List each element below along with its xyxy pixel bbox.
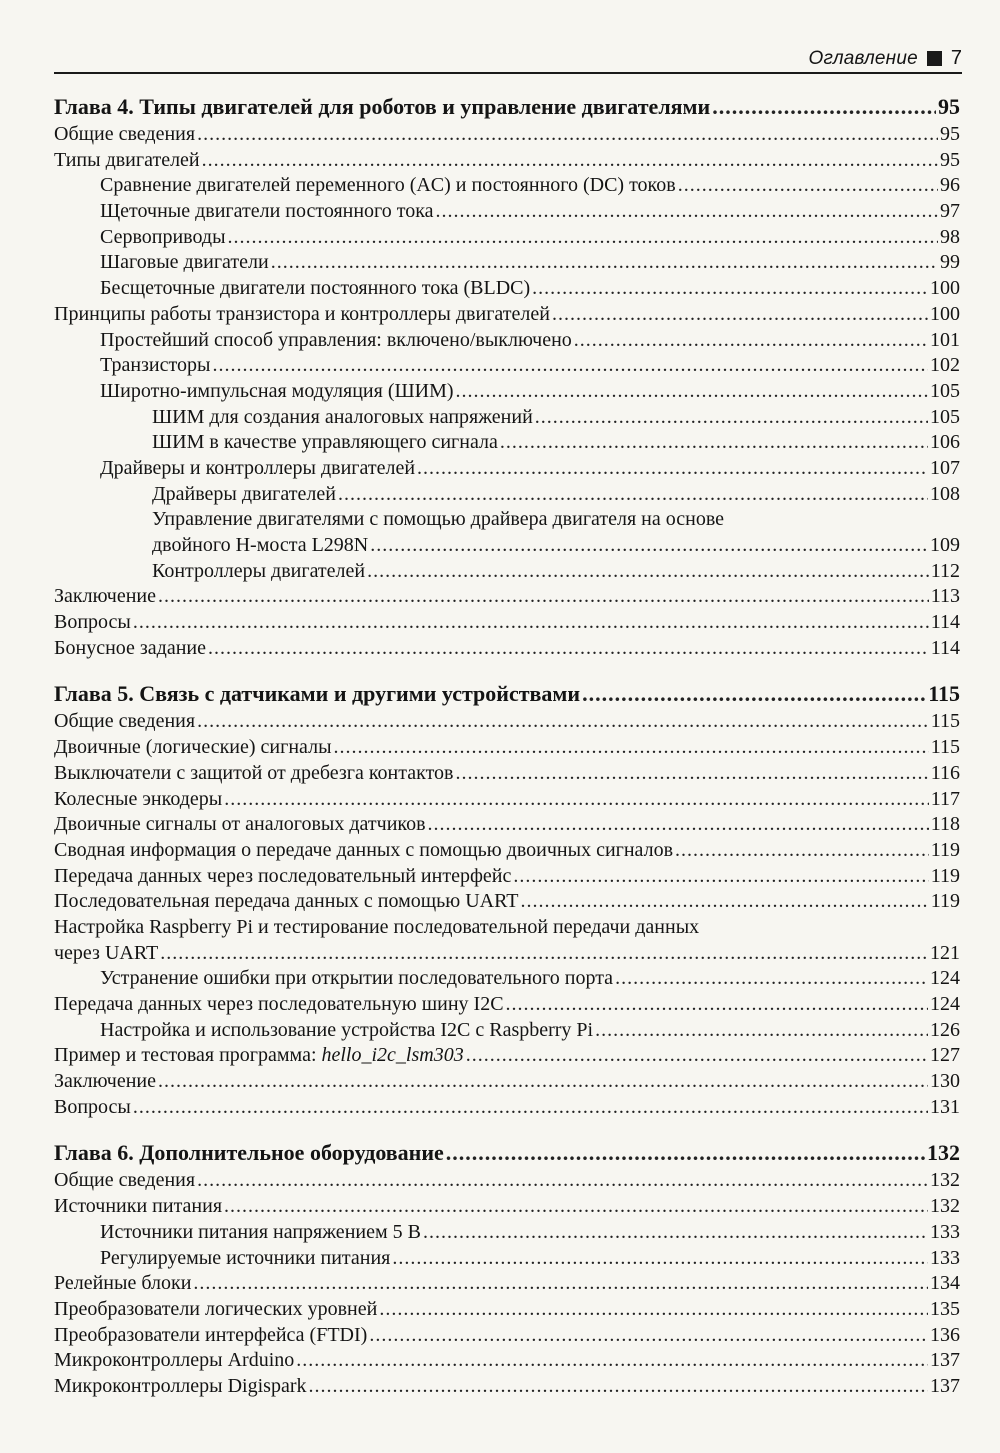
toc-entry: [54, 1194, 960, 1220]
chapter-heading: [54, 92, 960, 122]
leader-dots: [197, 122, 938, 148]
leader-dots: [500, 430, 928, 456]
entry-text: ШИМ для создания аналоговых напряжений: [152, 405, 533, 428]
entry-page: 119: [930, 838, 960, 861]
toc-entry: [54, 838, 960, 864]
entry-text: Двоичные (логические) сигналы: [54, 736, 332, 759]
entry-text: Настройка и использование устройства I2C с Raspberry Pi: [100, 1018, 594, 1041]
entry-page: 95: [940, 148, 960, 171]
toc-entry: [54, 1297, 960, 1323]
entry-page: 102: [930, 354, 960, 377]
entry-page: 117: [930, 787, 960, 810]
leader-dots: [197, 709, 929, 735]
entry-page: 95: [940, 123, 960, 145]
toc-entry: [54, 430, 960, 456]
entry-text: Заключение: [54, 1070, 156, 1093]
entry-text: Передача данных через последовательную шину I2C: [54, 993, 504, 1015]
toc-entry: [54, 1348, 960, 1374]
leader-dots: [423, 1220, 928, 1246]
entry-text: Сервоприводы: [100, 225, 226, 248]
leader-dots: [133, 610, 929, 636]
toc-entry: [54, 405, 960, 431]
header-square-ornament: [927, 51, 942, 66]
entry-text: Контроллеры двигателей: [152, 559, 366, 582]
leader-dots: [212, 353, 928, 379]
entry-text: Микроконтроллеры Arduino: [54, 1349, 295, 1372]
toc-entry: [54, 225, 960, 251]
toc-entry: [54, 1323, 960, 1349]
entry-page: 130: [930, 1070, 960, 1093]
toc-entry: [54, 482, 960, 508]
leader-dots: [446, 1138, 925, 1168]
entry-page: 101: [930, 328, 960, 351]
entry-text: Преобразователи логических уровней: [54, 1297, 378, 1320]
entry-page: 134: [930, 1272, 960, 1295]
chapter-page: 95: [938, 94, 960, 119]
header-title: Оглавление: [808, 48, 918, 69]
toc-entry: [54, 302, 960, 328]
toc-entry: [54, 735, 960, 761]
entry-page: 99: [940, 251, 960, 274]
entry-page: 96: [940, 174, 960, 197]
entry-text: Бонусное задание: [54, 636, 207, 659]
toc-entry: [54, 148, 960, 174]
entry-page: 114: [930, 611, 960, 634]
running-header: [54, 44, 962, 74]
toc-entry: [54, 812, 960, 838]
entry-page: 119: [930, 864, 960, 887]
entry-page: 118: [930, 813, 960, 836]
entry-text-continued: двойного H-моста L298N: [152, 534, 369, 556]
entry-text: Двоичные сигналы от аналоговых датчиков: [54, 813, 426, 836]
toc-entry: [54, 1220, 960, 1246]
toc-entry: [54, 353, 960, 379]
entry-page: 105: [930, 405, 960, 428]
toc-entry: [54, 456, 960, 482]
entry-page: 100: [930, 277, 960, 300]
entry-text: Регулируемые источники питания: [100, 1246, 391, 1269]
leader-dots: [712, 92, 936, 122]
toc-entry: [54, 122, 960, 148]
entry-page: 124: [930, 967, 960, 990]
leader-dots: [334, 735, 929, 761]
entry-page: 106: [930, 431, 960, 454]
leader-dots: [308, 1374, 928, 1400]
entry-text: Принципы работы транзистора и контроллеры двигателей: [54, 302, 550, 325]
toc-entry: [54, 610, 960, 636]
chapter-page: 132: [927, 1140, 960, 1166]
entry-page: 98: [940, 225, 960, 248]
toc-entry: [54, 584, 960, 610]
entry-page: 100: [930, 302, 960, 325]
leader-dots: [675, 838, 929, 864]
entry-page: 133: [930, 1220, 960, 1243]
entry-text-roman: Пример и тестовая программа:: [54, 1044, 322, 1067]
entry-page: 112: [930, 559, 960, 582]
leader-dots: [367, 559, 929, 585]
leader-dots: [456, 761, 929, 787]
entry-text: Источники питания: [54, 1195, 223, 1218]
chapter-title: Глава 4. Типы двигателей для роботов и управление двигателями: [54, 94, 711, 119]
entry-text: Заключение: [54, 585, 156, 608]
entry-page: 115: [930, 736, 960, 759]
entry-text: Транзисторы: [100, 354, 211, 377]
toc-entry: [54, 559, 960, 585]
entry-page: 136: [930, 1323, 960, 1346]
leader-dots: [202, 148, 938, 174]
entry-text: Передача данных через последовательный интерфейс: [54, 864, 512, 887]
toc-entry: [54, 1271, 960, 1297]
entry-page: 113: [930, 585, 960, 608]
toc-entry: [54, 966, 960, 992]
leader-dots: [160, 941, 928, 967]
leader-dots: [520, 889, 928, 915]
entry-page: 135: [930, 1297, 960, 1320]
leader-dots: [224, 1194, 928, 1220]
entry-text: Типы двигателей: [54, 148, 200, 171]
leader-dots: [228, 225, 938, 251]
toc-entry: [54, 864, 960, 890]
leader-dots: [338, 482, 928, 508]
toc-entry: [54, 992, 960, 1018]
chapter-5: [54, 679, 960, 1120]
chapter-heading: [54, 1138, 960, 1168]
entry-text: Сравнение двигателей переменного (AC) и постоянного (DC) токов: [100, 174, 676, 197]
leader-dots: [197, 1168, 928, 1194]
leader-dots: [436, 199, 938, 225]
leader-dots: [582, 679, 926, 709]
entry-text: Сводная информация о передаче данных с помощью двоичных сигналов: [54, 838, 674, 861]
toc-entry: [54, 276, 960, 302]
entry-text: Шаговые двигатели: [100, 251, 269, 274]
entry-text: Широтно-импульсная модуляция (ШИМ): [100, 379, 454, 402]
entry-page: 132: [930, 1195, 960, 1218]
entry-page: 131: [930, 1095, 960, 1118]
entry-text: Колесные энкодеры: [54, 787, 223, 810]
toc-entry: [54, 787, 960, 813]
toc-entry: [54, 1374, 960, 1400]
toc-entry: [54, 199, 960, 225]
entry-page: 114: [930, 636, 960, 659]
entry-text: Источники питания напряжением 5 В: [100, 1220, 421, 1243]
leader-dots: [513, 864, 928, 890]
entry-text: Общие сведения: [54, 123, 196, 145]
leader-dots: [271, 250, 938, 276]
toc-entry: [54, 250, 960, 276]
entry-text-continued: через UART: [54, 941, 159, 964]
entry-text: Микроконтроллеры Digispark: [54, 1374, 307, 1397]
leader-dots: [535, 405, 928, 431]
header-page-number: 7: [950, 47, 962, 69]
leader-dots: [678, 173, 938, 199]
toc-entry: [54, 1168, 960, 1194]
entry-text: Драйверы и контроллеры двигателей: [100, 456, 416, 479]
toc-entry: [54, 1095, 960, 1121]
entry-page: 137: [930, 1349, 960, 1372]
leader-dots: [369, 1323, 928, 1349]
entry-text: Устранение ошибки при открытии последовательного порта: [100, 967, 614, 990]
leader-dots: [574, 328, 928, 354]
entry-text: Вопросы: [54, 1095, 131, 1118]
toc-entry: [54, 1043, 960, 1069]
entry-page: 121: [930, 941, 960, 964]
entry-page: 127: [930, 1044, 960, 1067]
entry-page: 119: [930, 890, 960, 913]
entry-text: Общие сведения: [54, 710, 196, 733]
leader-dots: [595, 1018, 928, 1044]
leader-dots: [296, 1348, 928, 1374]
leader-dots: [532, 276, 928, 302]
leader-dots: [417, 456, 928, 482]
entry-text: Простейший способ управления: включено/выключено: [100, 328, 572, 351]
leader-dots: [506, 992, 928, 1018]
entry-text: Вопросы: [54, 611, 131, 634]
leader-dots: [552, 302, 928, 328]
entry-text: Последовательная передача данных с помощью UART: [54, 890, 519, 913]
leader-dots: [456, 379, 928, 405]
entry-page: 105: [930, 379, 960, 402]
entry-page: 97: [940, 200, 960, 223]
leader-dots: [133, 1095, 928, 1121]
leader-dots: [466, 1043, 928, 1069]
entry-page: 133: [930, 1246, 960, 1269]
entry-page: 137: [930, 1374, 960, 1397]
entry-page: 115: [930, 710, 960, 733]
chapter-4: [54, 92, 960, 661]
chapter-title: Глава 6. Дополнительное оборудование: [54, 1140, 444, 1166]
leader-dots: [615, 966, 928, 992]
toc-entry: [54, 709, 960, 735]
leader-dots: [224, 787, 929, 813]
leader-dots: [158, 584, 929, 610]
entry-page: 126: [930, 1018, 960, 1041]
leader-dots: [370, 533, 928, 559]
entry-page: 107: [930, 456, 960, 479]
toc-entry: [54, 1246, 960, 1272]
entry-text: [54, 1043, 464, 1069]
entry-page: 108: [930, 482, 960, 505]
chapter-page: 115: [928, 681, 960, 707]
toc-entry-first-line: Настройка Raspberry Pi и тестирование последовательной передачи данных: [54, 915, 700, 938]
entry-page: 132: [930, 1169, 960, 1192]
leader-dots: [428, 812, 929, 838]
leader-dots: [392, 1246, 928, 1272]
entry-text: Релейные блоки: [54, 1272, 192, 1295]
leader-dots: [208, 636, 929, 662]
chapter-6: [54, 1138, 960, 1399]
entry-text: Драйверы двигателей: [152, 482, 336, 505]
leader-dots: [193, 1271, 928, 1297]
toc-entry: [54, 1018, 960, 1044]
toc-entry-first-line: Управление двигателями с помощью драйвера двигателя на основе: [152, 508, 725, 531]
toc-entry: [54, 889, 960, 915]
entry-page: 116: [930, 761, 960, 784]
entry-text: Преобразователи интерфейса (FTDI): [54, 1323, 368, 1346]
entry-text: Выключатели с защитой от дребезга контактов: [54, 761, 454, 784]
toc-entry: [54, 379, 960, 405]
toc-entry: [54, 941, 960, 967]
entry-page: 109: [930, 534, 960, 556]
leader-dots: [379, 1297, 928, 1323]
entry-text: Общие сведения: [54, 1169, 196, 1192]
chapter-title: Глава 5. Связь с датчиками и другими устройствами: [54, 681, 581, 707]
entry-text: ШИМ в качестве управляющего сигнала: [152, 431, 498, 454]
toc-entry: [54, 173, 960, 199]
leader-dots: [158, 1069, 928, 1095]
table-of-contents: [54, 92, 960, 1418]
toc-entry: [54, 328, 960, 354]
toc-entry: [54, 533, 960, 559]
toc-entry: [54, 1069, 960, 1095]
chapter-heading: [54, 679, 960, 709]
entry-text-italic: hello_i2c_lsm303: [321, 1044, 464, 1067]
entry-text: Бесщеточные двигатели постоянного тока (BLDC): [100, 277, 531, 300]
toc-entry: [54, 636, 960, 662]
entry-text: Щеточные двигатели постоянного тока: [100, 200, 434, 223]
toc-entry: [54, 761, 960, 787]
entry-page: 124: [930, 993, 960, 1015]
